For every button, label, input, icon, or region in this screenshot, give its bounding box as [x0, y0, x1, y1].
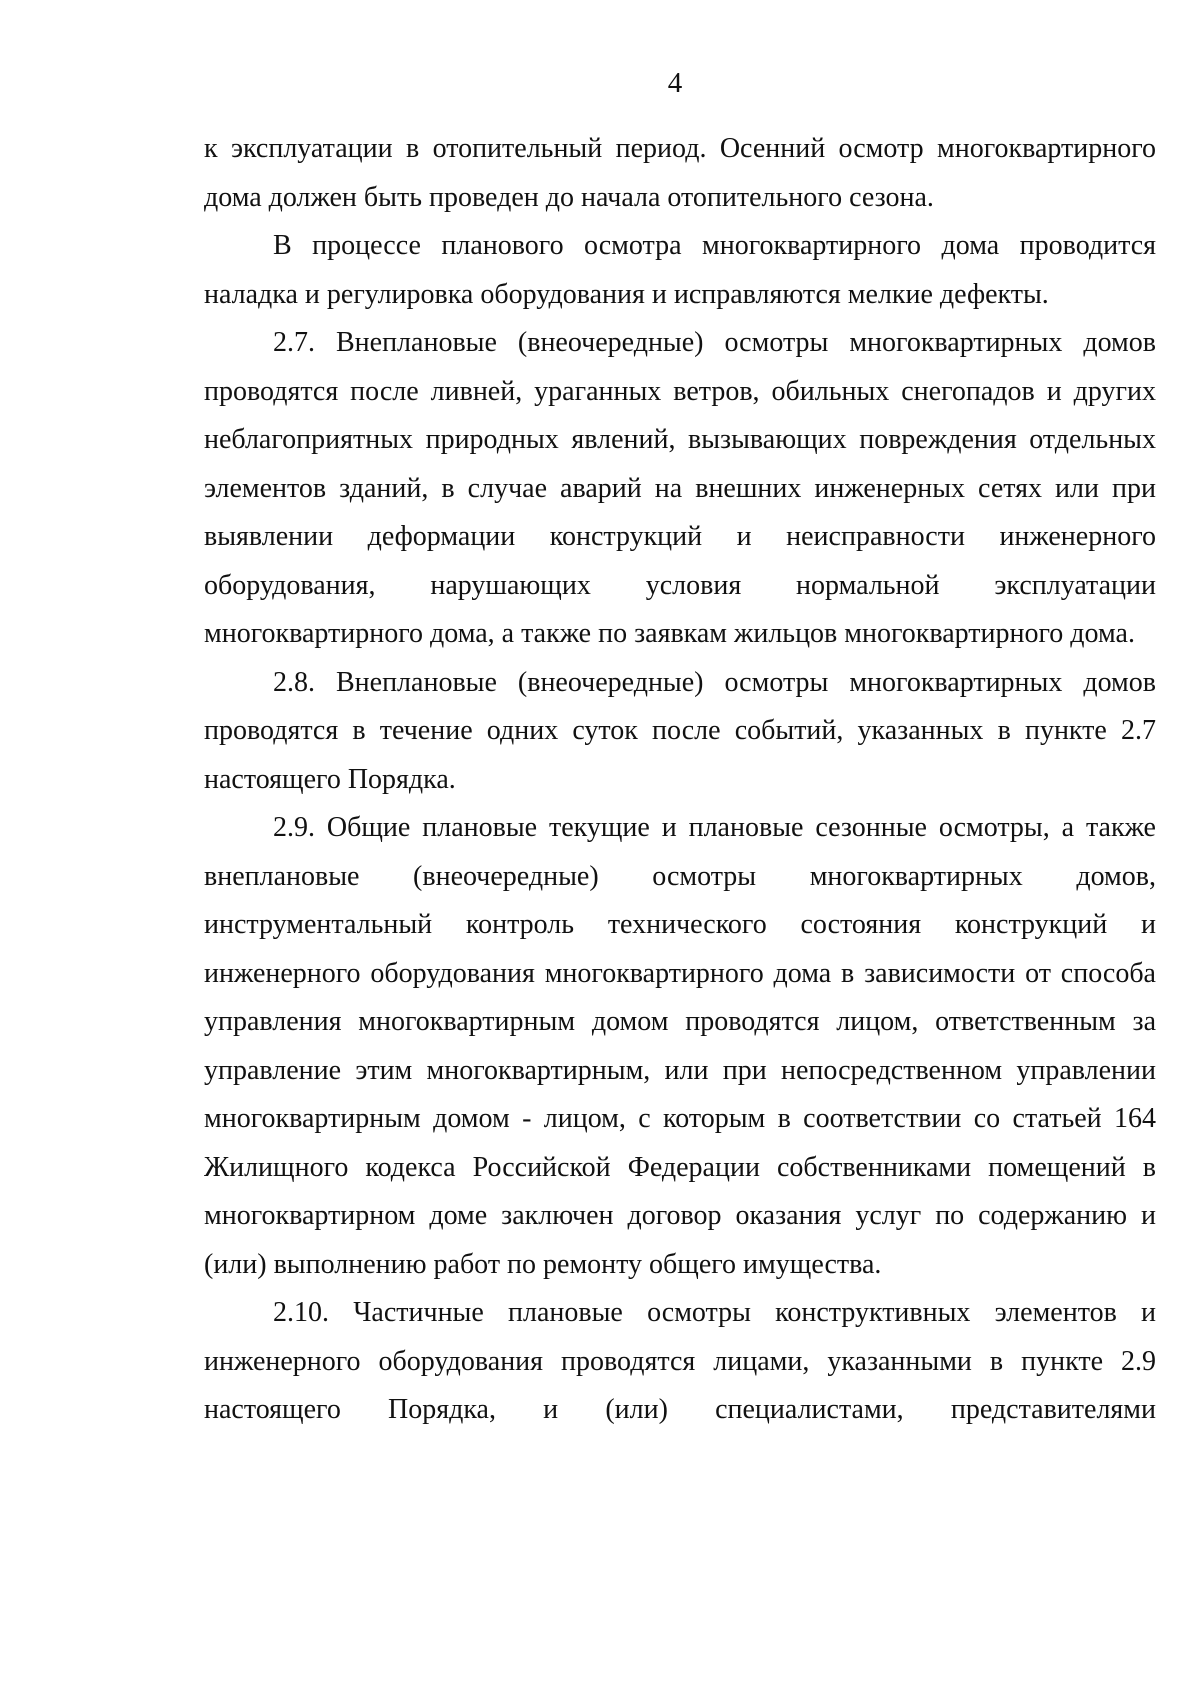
paragraph-planned-inspection: В процессе планового осмотра многоквартирного дома проводится наладка и регулировка оборудования и исправляются мелкие дефекты. [204, 230, 1156, 310]
paragraph-2-10: 2.10. Частичные плановые осмотры конструктивных элементов и инженерного оборудования проводятся лицами, указанными в пункте 2.9 настоящего Порядка, и (или) специалистами, представителями [204, 1297, 1156, 1425]
paragraph-2-9: 2.9. Общие плановые текущие и плановые сезонные осмотры, а также внеплановые (внеочередные) осмотры многоквартирных домов, инструментальный контроль технического состояния конструкций и инженерного оборудования многоквартирного дома в зависимости от способа управления многоквартирным домом проводятся лицом, ответственным за управление этим многоквартирным, или при непосредственном управлении многоквартирным домом - лицом, с которым в соответствии со статьей 164 Жилищного кодекса Российской Федерации собственниками помещений в многоквартирном доме заключен договор оказания услуг по содержанию и (или) выполнению работ по ремонту общего имущества. [204, 812, 1156, 1280]
paragraph-2-8: 2.8. Внеплановые (внеочередные) осмотры многоквартирных домов проводятся в течение одних суток после событий, указанных в пункте 2.7 настоящего Порядка. [204, 666, 1156, 795]
paragraph-continuation: к эксплуатации в отопительный период. Осенний осмотр многоквартирного дома должен быть проведен до начала отопительного сезона. [204, 133, 1156, 213]
document-body [204, 125, 1156, 1435]
page-number: 4 [667, 67, 683, 99]
paragraph-2-7: 2.7. Внеплановые (внеочередные) осмотры многоквартирных домов проводятся после ливней, ураганных ветров, обильных снегопадов и других неблагоприятных природных явлений, вызывающих повреждения отдельных элементов зданий, в случае аварий на внешних инженерных сетях или при выявлении деформации конструкций и неисправности инженерного оборудования, нарушающих условия нормальной эксплуатации многоквартирного дома, а также по заявкам жильцов многоквартирного дома. [204, 327, 1156, 649]
